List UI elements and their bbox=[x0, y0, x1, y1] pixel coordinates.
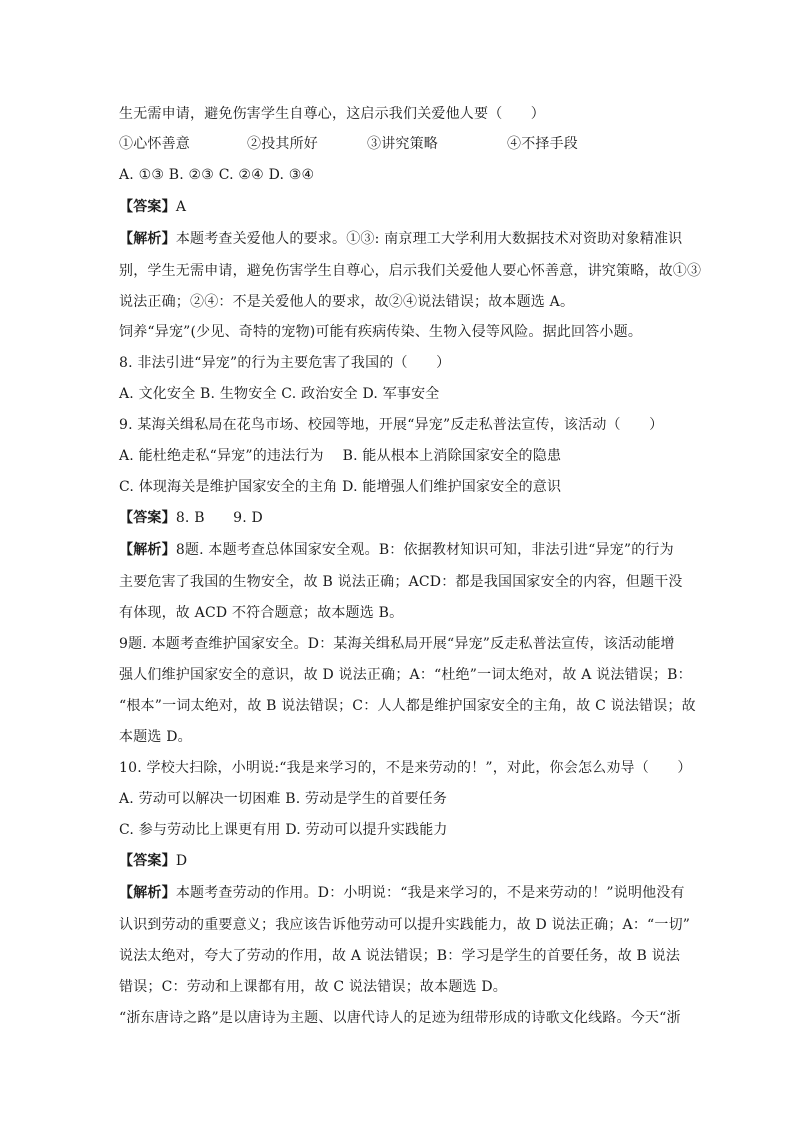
analysis-8-9-line-7: 本题选 D。 bbox=[119, 729, 192, 745]
answer-label: 【答案】 bbox=[119, 853, 176, 869]
q10-answer bbox=[119, 851, 187, 871]
q7-stem: 生无需申请，避免伤害学生自尊心，这启示我们关爱他人要（ ） bbox=[119, 106, 545, 122]
analysis-8-9-line-5: 强人们维护国家安全的意识，故 D 说法正确；A：“杜绝”一词太绝对，故 A 说法错误；B： bbox=[119, 667, 692, 683]
analysis-label: 【解析】 bbox=[119, 885, 176, 901]
analysis-8-9-line-1 bbox=[119, 540, 674, 560]
q7-items bbox=[119, 134, 578, 154]
q8-choices: A. 文化安全 B. 生物安全 C. 政治安全 D. 军事安全 bbox=[119, 386, 440, 402]
q8-stem: 8. 非法引进“异宠”的行为主要危害了我国的（ ） bbox=[119, 355, 451, 371]
q7-item-1: ①心怀善意 bbox=[119, 136, 190, 152]
q7-item-4: ④不择手段 bbox=[507, 136, 578, 152]
q10-choices-1: A. 劳动可以解决一切困难 B. 劳动是学生的首要任务 bbox=[119, 791, 448, 807]
analysis-8-9-line-2: 主要危害了我国的生物安全，故 B 说法正确；ACD：都是我国国家安全的内容，但题干没 bbox=[119, 574, 683, 590]
answer-label: 【答案】 bbox=[119, 510, 176, 526]
analysis-text: 本题考查关爱他人的要求。①③: 南京理工大学利用大数据技术对资助对象精准识 bbox=[175, 231, 683, 247]
q7-choices: A. ①③ B. ②③ C. ②④ D. ③④ bbox=[119, 167, 315, 183]
answer-label: 【答案】 bbox=[119, 199, 176, 215]
answer-8-9 bbox=[119, 508, 263, 528]
q10-analysis-line-4: 错误；C：劳动和上课都有用，故 C 说法错误；故本题选 D。 bbox=[119, 979, 507, 995]
answer-value: 8. B 9. D bbox=[175, 510, 263, 526]
q7-item-3: ③讲究策略 bbox=[367, 136, 438, 152]
analysis-text: 本题考查劳动的作用。D：小明说：“我是来学习的，不是来劳动的！”说明他没有 bbox=[175, 885, 685, 901]
q7-analysis-line-1 bbox=[119, 229, 682, 249]
analysis-text: 8题. 本题考查总体国家安全观。B：依据教材知识可知，非法引进“异宠”的行为 bbox=[175, 542, 674, 558]
q10-analysis-line-1 bbox=[119, 883, 685, 903]
q10-stem: 10. 学校大扫除，小明说:“我是来学习的，不是来劳动的！”，对此，你会怎么劝导（ ） bbox=[119, 760, 692, 776]
q10-analysis-line-3: 说法太绝对，夸大了劳动的作用，故 A 说法错误；B：学习是学生的首要任务，故 B 说法 bbox=[119, 948, 681, 964]
analysis-label: 【解析】 bbox=[119, 231, 176, 247]
q9-choices-1: A. 能杜绝走私“异宠”的违法行为 B. 能从根本上消除国家安全的隐患 bbox=[119, 448, 562, 464]
q7-item-2: ②投其所好 bbox=[247, 136, 318, 152]
q9-stem: 9. 某海关缉私局在花鸟市场、校园等地，开展“异宠”反走私普法宣传，该活动（ ） bbox=[119, 417, 664, 433]
q7-answer bbox=[119, 197, 186, 217]
analysis-8-9-line-6: “根本”一词太绝对，故 B 说法错误；C：人人都是维护国家安全的主角，故 C 说法错误；故 bbox=[119, 698, 696, 714]
intro-8-9: 饲养“异宠”(少见、奇特的宠物)可能有疾病传染、生物入侵等风险。据此回答小题。 bbox=[119, 324, 643, 340]
q9-choices-2: C. 体现海关是维护国家安全的主角 D. 能增强人们维护国家安全的意识 bbox=[119, 479, 562, 495]
q10-analysis-line-2: 认识到劳动的重要意义；我应该告诉他劳动可以提升实践能力，故 D 说法正确；A：“一切” bbox=[119, 917, 691, 933]
answer-value: A bbox=[175, 199, 187, 215]
analysis-8-9-line-3: 有体现，故 ACD 不符合题意；故本题选 B。 bbox=[119, 605, 404, 621]
analysis-label: 【解析】 bbox=[119, 542, 176, 558]
analysis-8-9-line-4: 9题. 本题考查维护国家安全。D：某海关缉私局开展“异宠”反走私普法宣传，该活动能增 bbox=[119, 636, 675, 652]
next-passage-intro: “浙东唐诗之路”是以唐诗为主题、以唐代诗人的足迹为纽带形成的诗歌文化线路。今天“浙 bbox=[119, 1010, 681, 1026]
q10-choices-2: C. 参与劳动比上课更有用 D. 劳动可以提升实践能力 bbox=[119, 822, 448, 838]
answer-value: D bbox=[175, 853, 188, 869]
q7-analysis-line-2: 别，学生无需申请，避免伤害学生自尊心，启示我们关爱他人要心怀善意，讲究策略，故①③ bbox=[119, 263, 702, 279]
q7-analysis-line-3: 说法正确；②④：不是关爱他人的要求，故②④说法错误；故本题选 A。 bbox=[119, 294, 575, 310]
